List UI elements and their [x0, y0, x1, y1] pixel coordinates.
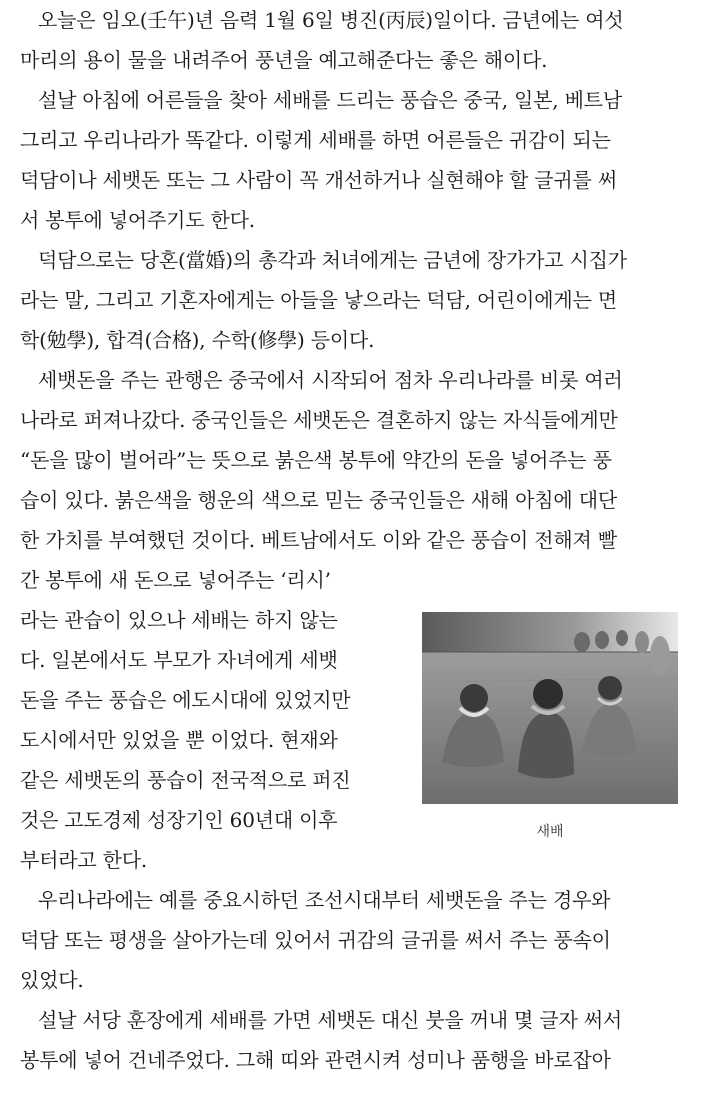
paragraph-5-line-3: 있었다.	[20, 968, 84, 992]
figure-caption: 새배	[536, 824, 564, 840]
paragraph-4-line-2: 나라로 퍼져나갔다. 중국인들은 세뱃돈은 결혼하지 않는 자식들에게만	[20, 408, 618, 432]
paragraph-2-line-1: 설날 아침에 어른들을 찾아 세배를 드리는 풍습은 중국, 일본, 베트남	[38, 88, 622, 112]
paragraph-3-line-1: 덕담으로는 당혼(當婚)의 총각과 처녀에게는 금년에 장가가고 시집가	[38, 248, 627, 272]
paragraph-3-line-2: 라는 말, 그리고 기혼자에게는 아들을 낳으라는 덕담, 어린이에게는 면	[20, 288, 617, 312]
paragraph-2-line-4: 서 봉투에 넣어주기도 한다.	[20, 208, 255, 232]
paragraph-4-line-4: 습이 있다. 붉은색을 행운의 색으로 믿는 중국인들은 새해 아침에 대단	[20, 488, 617, 512]
paragraph-6-line-2: 봉투에 넣어 건네주었다. 그해 띠와 관련시켜 성미나 품행을 바로잡아	[20, 1048, 611, 1072]
paragraph-1-line-2: 마리의 용이 물을 내려주어 풍년을 예고해준다는 좋은 해이다.	[20, 48, 548, 72]
paragraph-4-line-10: 도시에서만 있었을 뿐 이었다. 현재와	[20, 728, 338, 752]
paragraph-5-line-2: 덕담 또는 평생을 살아가는데 있어서 귀감의 글귀를 써서 주는 풍속이	[20, 928, 611, 952]
paragraph-4-line-9: 돈을 주는 풍습은 에도시대에 있었지만	[20, 688, 351, 712]
paragraph-4-line-11: 같은 세뱃돈의 풍습이 전국적으로 퍼진	[20, 768, 351, 792]
paragraph-5-line-1: 우리나라에는 예를 중요시하던 조선시대부터 세뱃돈을 주는 경우와	[38, 888, 611, 912]
paragraph-6-line-1: 설날 서당 훈장에게 세배를 가면 세뱃돈 대신 붓을 꺼내 몇 글자 써서	[38, 1008, 622, 1032]
paragraph-4-line-5: 한 가치를 부여했던 것이다. 베트남에서도 이와 같은 풍습이 전해져 빨	[20, 528, 617, 552]
paragraph-4-line-8: 다. 일본에서도 부모가 자녀에게 세뱃	[20, 648, 338, 672]
paragraph-2-line-2: 그리고 우리나라가 똑같다. 이렇게 세배를 하면 어른들은 귀감이 되는	[20, 128, 611, 152]
paragraph-2-line-3: 덕담이나 세뱃돈 또는 그 사람이 꼭 개선하거나 실현해야 할 글귀를 써	[20, 168, 617, 192]
paragraph-4-line-1: 세뱃돈을 주는 관행은 중국에서 시작되어 점차 우리나라를 비롯 여러	[38, 368, 623, 392]
paragraph-4-line-6: 간 봉투에 새 돈으로 넣어주는 ‘리시’	[20, 568, 331, 592]
paragraph-4-line-7: 라는 관습이 있으나 세배는 하지 않는	[20, 608, 338, 632]
sebae-photo	[422, 612, 678, 804]
paragraph-1-line-1: 오늘은 임오(壬午)년 음력 1월 6일 병진(丙辰)일이다. 금년에는 여섯	[38, 8, 624, 32]
paragraph-4-line-13: 부터라고 한다.	[20, 848, 148, 872]
paragraph-4-line-3: “돈을 많이 벌어라”는 뜻으로 붉은색 봉투에 약간의 돈을 넣어주는 풍	[20, 448, 612, 472]
paragraph-3-line-3: 학(勉學), 합격(合格), 수학(修學) 등이다.	[20, 328, 375, 352]
paragraph-4-line-12: 것은 고도경제 성장기인 60년대 이후	[20, 808, 338, 832]
